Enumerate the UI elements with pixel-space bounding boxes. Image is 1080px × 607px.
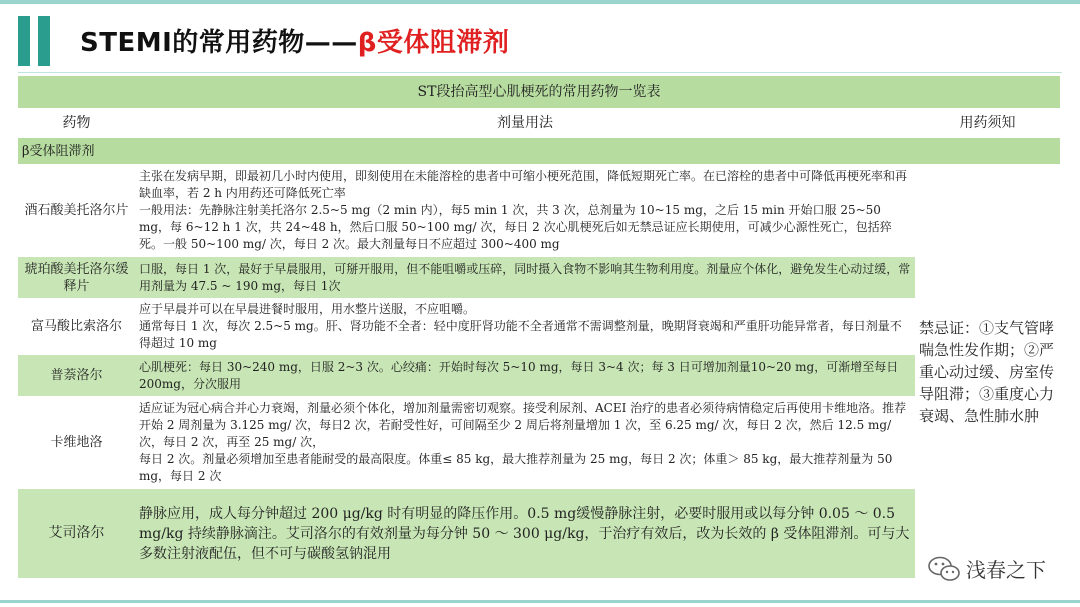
title-accent-bars <box>18 16 50 66</box>
table-title-row <box>18 76 1060 109</box>
brand-name: 浅春之下 <box>966 558 1046 582</box>
top-accent-line <box>0 0 1080 4</box>
section-label: β受体阻滞剂 <box>18 138 1060 165</box>
title-divider <box>18 72 1062 73</box>
column-header-dosage: 剂量用法 <box>135 109 915 138</box>
drug-dosage: 静脉应用，成人每分钟超过 200 μg/kg 时有明显的降压作用。0.5 mg缓慢静脉注射，必要时服用或以每分钟 0.05 ～ 0.5 mg/kg 持续静脉滴注。艾司洛尔的有效剂量为每分钟 50 ～ 300 μg/kg，于治疗有效后，改为长效的 β 受体阻滞剂。可与大多数注射液配伍，但不可与碳酸氢钠混用 <box>135 489 915 579</box>
brand-watermark <box>928 554 1046 583</box>
table-title: ST段抬高型心肌梗死的常用药物一览表 <box>18 76 1060 109</box>
section-row <box>18 138 1060 165</box>
drug-dosage: 心肌梗死：每日 30~240 mg，日服 2~3 次。心绞痛：开始时每次 5~10 mg，每日 3~4 次；每 3 日可增加剂量10~20 mg，可渐增至每日 200mg，分次服用 <box>135 355 915 397</box>
drug-name: 卡维地洛 <box>18 397 135 489</box>
contraindication-notes: 禁忌证：①支气管哮喘急性发作期；②严重心动过缓、房室传导阻滞；③重度心力衰竭、急性肺水肿 <box>915 165 1060 579</box>
drug-table <box>18 76 1060 579</box>
page-title <box>80 22 509 59</box>
table-row <box>18 489 1060 579</box>
drug-dosage: 应于早晨并可以在早晨进餐时服用，用水整片送服，不应咀嚼。 通常每日 1 次，每次 2.5~5 mg。肝、肾功能不全者：轻中度肝肾功能不全者通常不需调整剂量，晚期肾衰竭和严重肝功能异常者，每日剂量不得超过 10 mg <box>135 299 915 355</box>
page-title-main: STEMI的常用药物—— <box>80 28 358 58</box>
table-row <box>18 299 1060 355</box>
wechat-icon <box>928 556 960 582</box>
table-row <box>18 397 1060 489</box>
drug-name: 酒石酸美托洛尔片 <box>18 165 135 257</box>
table-header-row <box>18 109 1060 138</box>
table-row <box>18 165 1060 257</box>
drug-dosage: 适应证为冠心病合并心力衰竭，剂量必须个体化，增加剂量需密切观察。接受利尿剂、ACEI 治疗的患者必须待病情稳定后再使用卡维地洛。推荐开始 2 周剂量为 3.125 mg/ 次，每日2 次，若耐受性好，可间隔至少 2 周后将剂量增加 1 次，至 6.25 mg/ 次，每日 2 次，然后 12.5 mg/ 次，每日 2 次，再至 25 mg/ 次， 每日 2 次。剂量必须增加至患者能耐受的最高限度。体重≤ 85 kg，最大推荐剂量为 25 mg，每日 2 次；体重＞ 85 kg，最大推荐剂量为 50 mg，每日 2 次 <box>135 397 915 489</box>
page-title-accent: β受体阻滞剂 <box>357 28 510 58</box>
drug-dosage: 主张在发病早期，即最初几小时内使用，即刻使用在未能溶栓的患者中可缩小梗死范围，降低短期死亡率。在已溶栓的患者中可降低再梗死率和再缺血率，若 2 h 内用药还可降低死亡率 一般用法：先静脉注射美托洛尔 2.5~5 mg（2 min 内），每5 min 1 次，共 3 次，总剂量为 10~15 mg，之后 15 min 开始口服 25~50 mg，每 6~12 h 1 次，共 24~48 h，然后口服 50~100 mg/ 次，每日 2 次心肌梗死后如无禁忌证应长期使用，可减少心源性死亡，包括猝死。一般 50~100 mg/ 次，每日 2 次。最大剂量每日不应超过 300~400 mg <box>135 165 915 257</box>
table-row <box>18 355 1060 397</box>
drug-name: 富马酸比索洛尔 <box>18 299 135 355</box>
column-header-drug: 药物 <box>18 109 135 138</box>
drug-dosage: 口服，每日 1 次，最好于早晨服用，可掰开服用，但不能咀嚼或压碎，同时摄入食物不影响其生物利用度。剂量应个体化，避免发生心动过缓，常用剂量为 47.5 ~ 190 mg，每日 1次 <box>135 257 915 299</box>
drug-name: 琥珀酸美托洛尔缓释片 <box>18 257 135 299</box>
drug-name: 普萘洛尔 <box>18 355 135 397</box>
drug-name: 艾司洛尔 <box>18 489 135 579</box>
column-header-notes: 用药须知 <box>915 109 1060 138</box>
bottom-accent-line <box>0 600 1080 603</box>
table-row <box>18 257 1060 299</box>
